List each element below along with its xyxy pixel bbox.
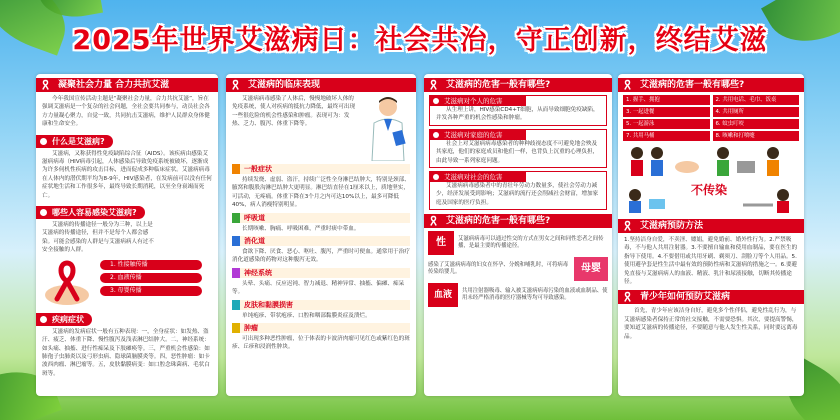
col1-illustration-area <box>36 255 218 307</box>
col1-section-title <box>36 206 145 219</box>
grid-cell: 3. 一起进餐 <box>623 107 710 117</box>
stage-title: 肿瘤 <box>232 323 410 333</box>
col1-sec3-text: 艾滋病的发病症状一般有五种表现：一，全身症状：如发热、盗汗、疲乏、体重下降、慢性腹泻及浅表淋巴结肿大。二，神经系统：如头痛、抽搐、进行性痴呆及下肢瘫痪等。三，严重机会性感染：如肺孢子虫肺炎以及弓形虫病、隐球菌脑膜炎等。四，恶性肿瘤：如卡波西肉瘤、淋巴瘤等。五，皮肤黏膜病变：如口腔念珠菌病、毛状白斑等。 <box>42 328 210 377</box>
col1-header-text: 凝聚社会力量 合力共抗艾滋 <box>58 80 170 90</box>
col1-sec1-text: 艾滋病，又称获得性免疫缺陷综合征（AIDS）。该疾病由感染艾滋病病毒（HIV病毒引起，人体感染后导致免疫系统被破坏，逐渐成为许多伺机性疾病的攻击目标，进而促成多种临床症状。艾滋病病毒在人体内的潜伏期平均为8-9年，HIV感染者，在发病前可以没有任何症状地生活和工作很多年，最终导致长期消耗，以至全身衰竭而死亡。 <box>42 150 212 199</box>
stage-text: 单纯疱疹、带状疱疹、口腔和咽部黏膜炎症及溃烂。 <box>242 312 371 319</box>
red-ribbon-icon <box>623 79 632 91</box>
stage-title: 一般症状 <box>232 164 410 174</box>
column-3-panel <box>424 74 612 396</box>
col2-header <box>226 78 416 92</box>
bullet-icon <box>433 132 439 138</box>
col3-header-2 <box>424 214 612 228</box>
stage-text: 持续发烧、虚弱、盗汗，持续广泛性全身淋巴结肿大，特别是颈部、腋窝和腹股沟淋巴结肿大更明显。淋巴结直径在1厘米以上，质地坚实，可活动，无疼痛。体重下降在3个月之内可达10%以上，最多可降低40%，病人消瘦特别明显。 <box>232 177 410 209</box>
col1-header <box>36 78 218 92</box>
harm-box-title-text: 艾滋病对个人的危害 <box>444 97 503 105</box>
red-ribbon-icon <box>623 220 632 232</box>
grid-cell: 6. 蚊虫叮咬 <box>713 119 800 129</box>
col4-header-2-text: 艾滋病预防方法 <box>640 221 704 231</box>
col1-intro: 今年我国宣传活动主题是“凝聚社会力量，合力共抗艾滋”，旨在强调艾滋病是一个复杂的社会问题，全社会要共同参与，动员社会各方力量凝心聚力，自觉一致，共同抗击艾滋病，维护人民群众身体健康和生命安全。 <box>42 96 210 128</box>
col3-header-text: 艾滋病的危害一般有哪些? <box>446 80 551 90</box>
stage-text: 食欲下降、厌食、恶心、呕吐、腹泻，严重时可便血。通常用于治疗消化道感染的药物对这种腹泻无效。 <box>232 249 410 264</box>
no-spread-label: 不传染 <box>691 183 728 197</box>
people-icon <box>623 143 799 215</box>
red-ribbon-icon <box>41 79 50 91</box>
bullet-icon <box>40 209 47 216</box>
col4-header-2 <box>618 219 804 233</box>
red-ribbon-icon <box>231 79 240 91</box>
grid-cell: 4. 共用厕所 <box>713 107 800 117</box>
col1-sec3-title-text: 疾病症状 <box>52 314 84 324</box>
col2-header-text: 艾滋病的临床表现 <box>248 80 321 90</box>
stage-title: 皮肤和黏膜损害 <box>232 300 410 310</box>
no-transmission-grid <box>618 95 804 141</box>
col4-header <box>618 78 804 92</box>
grid-cell: 5. 一起游泳 <box>623 119 710 129</box>
harm-box-text: 艾滋病病毒感染者中的青壮年劳动力数量多，使社会劳动力减少，经济发展受到影响；艾滋病的流行还会削减社会财富，增加家庭及国家的医疗负担。 <box>436 183 599 206</box>
route-tag: 母婴 <box>574 257 608 281</box>
column-4-panel <box>618 74 804 396</box>
bullet-icon <box>40 316 47 323</box>
stage-title: 消化道 <box>232 236 410 246</box>
grid-cell: 8. 咳嗽和打喷嚏 <box>713 131 800 141</box>
list-item: 2. 血液传播 <box>100 273 202 283</box>
stage-text: 头晕、头痛、反应迟钝、智力减退、精神异常、抽搐、偏瘫、痴呆等。 <box>232 280 405 296</box>
page-title: 2025年世界艾滋病日：社会共治，守正创新，终结艾滋 <box>72 25 768 56</box>
bullet-icon <box>433 98 439 104</box>
daily-contact-illustration <box>623 143 799 215</box>
red-ribbon-icon <box>623 291 632 303</box>
transmission-list <box>94 257 208 299</box>
route-text: 艾滋病病毒可以通过性交的方式在男女之间和同性恋者之间传播，是最主要的传播途径。 <box>458 235 604 250</box>
list-item: 3. 母婴传播 <box>100 286 202 296</box>
route-row <box>428 257 608 281</box>
col1-section-title <box>36 135 113 148</box>
route-text: 共用注射器吸毒、输入被艾滋病病毒污染的血液或血制品、使用未经严格消毒的医疗器械等均可导致感染。 <box>462 287 608 302</box>
route-tag: 性 <box>428 231 454 255</box>
harm-box-title <box>430 130 526 140</box>
stage-title: 神经系统 <box>232 268 410 278</box>
list-item: 1. 性接触传播 <box>100 260 202 270</box>
route-row <box>428 283 608 307</box>
harm-box-title-text: 艾滋病对家庭的危害 <box>444 130 503 139</box>
col1-sec2-title-text: 哪些人容易感染艾滋病? <box>52 208 137 218</box>
column-2-panel <box>226 74 416 396</box>
col2-intro-row <box>226 95 416 161</box>
col3-header <box>424 78 612 92</box>
harm-box-society <box>429 171 607 210</box>
col1-sec1-title-text: 什么是艾滋病? <box>52 136 105 146</box>
grid-cell: 1. 握手、拥抱 <box>623 95 710 105</box>
harm-box-family <box>429 129 607 168</box>
teen-prevention-text: 首先，青少年应该洁身自好，避免多个性伴侣，避免性乱行为，与艾滋病感染者保持正常的社交接触，不需要恐惧。其次，要提高警惕，要知道艾滋病的传播途径，不要随意与他人发生性关系，同时要远离毒品。 <box>624 308 798 340</box>
hands-ribbon-illustration <box>42 255 92 307</box>
harm-box-text: 社会上对艾滋病病毒感染者的种种歧视态度不可避免地会殃及其家庭，他们的家庭成员和他们一样，也背负上沉重的心理负担，由此导致一系列家庭问题。 <box>436 140 599 164</box>
col3-header-2-text: 艾滋病的危害一般有哪些? <box>446 216 551 227</box>
col1-section-title <box>36 313 92 326</box>
red-ribbon-icon <box>429 79 438 91</box>
col4-header-3 <box>618 290 804 304</box>
col1-sec2-text: 艾滋病的传播途径一般分为三种，以上是艾滋病的传播途径，但并不是每个人都会感染。可能会感染的人群是与艾滋病病人有过不安全接触的人群。 <box>42 222 154 254</box>
stage-title: 呼吸道 <box>232 213 410 223</box>
harm-box-individual <box>429 95 607 126</box>
grid-cell: 2. 共用电话、毛巾、饭桌 <box>713 95 800 105</box>
stage-text: 可出现多种恶性肿瘤，位于体表的卡波济肉瘤可见红色或紫红色的斑疹、丘疹和浸润性肿块。 <box>232 336 410 351</box>
harm-box-title-text: 艾滋病对社会的危害 <box>444 173 503 182</box>
grid-cell: 7. 共用马桶 <box>623 131 710 141</box>
red-ribbon-icon <box>429 215 438 227</box>
col4-header-text: 艾滋病的危害一般有哪些? <box>640 80 745 90</box>
bullet-icon <box>40 138 47 145</box>
harm-box-text: 从生理上讲，HIV感染CD4+T细胞，从而导致细胞免疫缺陷，并发各种严重的机会性感染和肿瘤。 <box>436 107 599 122</box>
route-text: 感染了艾滋病病毒的妇女在怀孕、分娩和哺乳时，可将病毒传染给婴儿。 <box>428 261 569 276</box>
stage-text: 长期咳嗽、胸痛、呼吸困难，严重时痰中带血。 <box>242 225 360 232</box>
col4-header-3-text: 青少年如何预防艾滋病 <box>640 292 731 303</box>
col2-intro: 艾滋病病毒感染了人体后，慢慢地破坏人体的免疫系统，使人对疾病的抵抗力降低，最终可出现一些很危险的机会性感染和肿瘤。表现可为：发热、乏力、腹泻、体重下降等。 <box>232 96 356 128</box>
prevention-text: 1.坚持洁身自爱，不卖淫、嫖娼，避免婚前、婚外性行为。2.严禁吸毒，不与他人共用注射器。3.不要擅自输血和使用血制品，要在医生的指导下使用。4.不要借用或共用牙刷、剃须刀、刮脸刀等个人用品。5.使用避孕套是性生活中最有效的预防性病和艾滋病的措施之一。6.要避免直接与艾滋病病人的血液、精液、乳汁和尿液接触，切断其传播途径。 <box>624 237 798 286</box>
route-tag: 血液 <box>428 283 458 307</box>
bullet-icon <box>433 174 439 180</box>
route-row <box>428 231 608 255</box>
harm-box-title <box>430 96 526 106</box>
harm-box-title <box>430 172 526 182</box>
doctor-icon <box>364 95 412 161</box>
column-1-panel <box>36 74 218 396</box>
